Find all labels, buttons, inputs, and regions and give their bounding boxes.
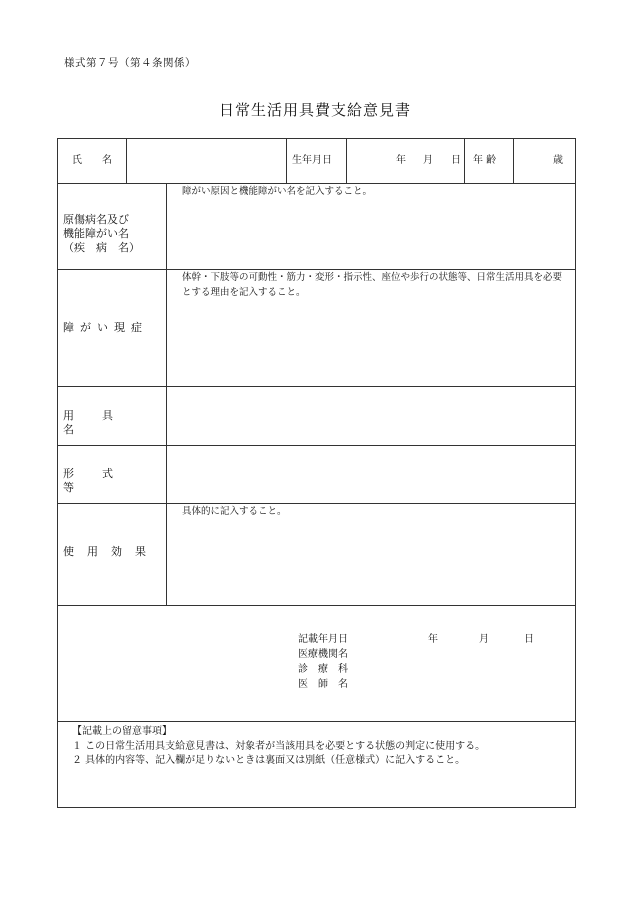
col-divider <box>513 139 514 183</box>
name-label: 氏 名 <box>72 155 112 166</box>
equipment-name-field[interactable] <box>170 389 570 441</box>
record-month-label: 月 <box>479 634 489 645</box>
notes-item: ２ 具体的内容等、記入欄が足りないときは裏面又は別紙（任意様式）に記入すること。 <box>72 755 466 766</box>
col-divider <box>464 139 465 183</box>
record-year-label: 年 <box>428 634 438 645</box>
condition-label: 障がい現症 <box>63 321 148 334</box>
form-number: 様式第７号（第４条関係） <box>64 57 196 69</box>
record-day-label: 日 <box>524 634 534 645</box>
diagnosis-label-line2: 機能障がい名 <box>63 226 129 240</box>
equipment-type-label: 形式等 <box>63 467 141 494</box>
equipment-type-field[interactable] <box>170 448 570 500</box>
col-divider <box>286 139 287 183</box>
row-divider <box>58 183 575 184</box>
row-divider <box>58 386 575 387</box>
birth-month-label: 月 <box>423 155 433 166</box>
row-divider <box>58 445 575 446</box>
col-divider <box>346 139 347 183</box>
doctor-label: 医 師 名 <box>298 679 348 690</box>
usage-effect-hint: 具体的に記入すること。 <box>182 506 287 517</box>
age-label: 年 齢 <box>473 155 497 166</box>
opinion-form-table <box>57 138 576 808</box>
col-divider <box>126 139 127 183</box>
row-divider <box>58 269 575 270</box>
notes-item: １ この日常生活用具支給意見書は、対象者が当該用具を必要とする状態の判定に使用する。 <box>72 740 486 752</box>
condition-hint: 体幹・下肢等の可動性・筋力・変形・指示性、座位や歩行の状態等、日常生活用具を必要とする理由を記入すること。 <box>182 272 563 298</box>
diagnosis-label <box>63 213 163 254</box>
age-unit: 歳 <box>553 155 563 166</box>
record-date-label: 記載年月日 <box>298 634 348 645</box>
department-label: 診 療 科 <box>298 664 348 675</box>
institution-label: 医療機関名 <box>298 649 348 660</box>
row-divider <box>58 721 575 722</box>
usage-effect-label: 使用効果 <box>63 545 159 558</box>
equipment-name-label: 用具名 <box>63 409 141 436</box>
notes-section <box>72 725 485 769</box>
name-field[interactable] <box>130 143 282 179</box>
birthdate-label: 生年月日 <box>292 155 332 166</box>
label-column-divider <box>166 183 167 605</box>
birth-year-label: 年 <box>396 155 406 166</box>
row-divider <box>58 503 575 504</box>
diagnosis-hint: 障がい原因と機能障がい名を記入すること。 <box>182 186 373 197</box>
diagnosis-label-line1: 原傷病名及び <box>63 213 129 226</box>
row-divider <box>58 605 575 606</box>
document-title: 日常生活用具費支給意見書 <box>218 101 411 119</box>
birth-day-label: 日 <box>451 155 461 166</box>
diagnosis-label-line3: （疾 病 名） <box>63 240 140 254</box>
notes-heading: 【記載上の留意事項】 <box>72 726 172 737</box>
